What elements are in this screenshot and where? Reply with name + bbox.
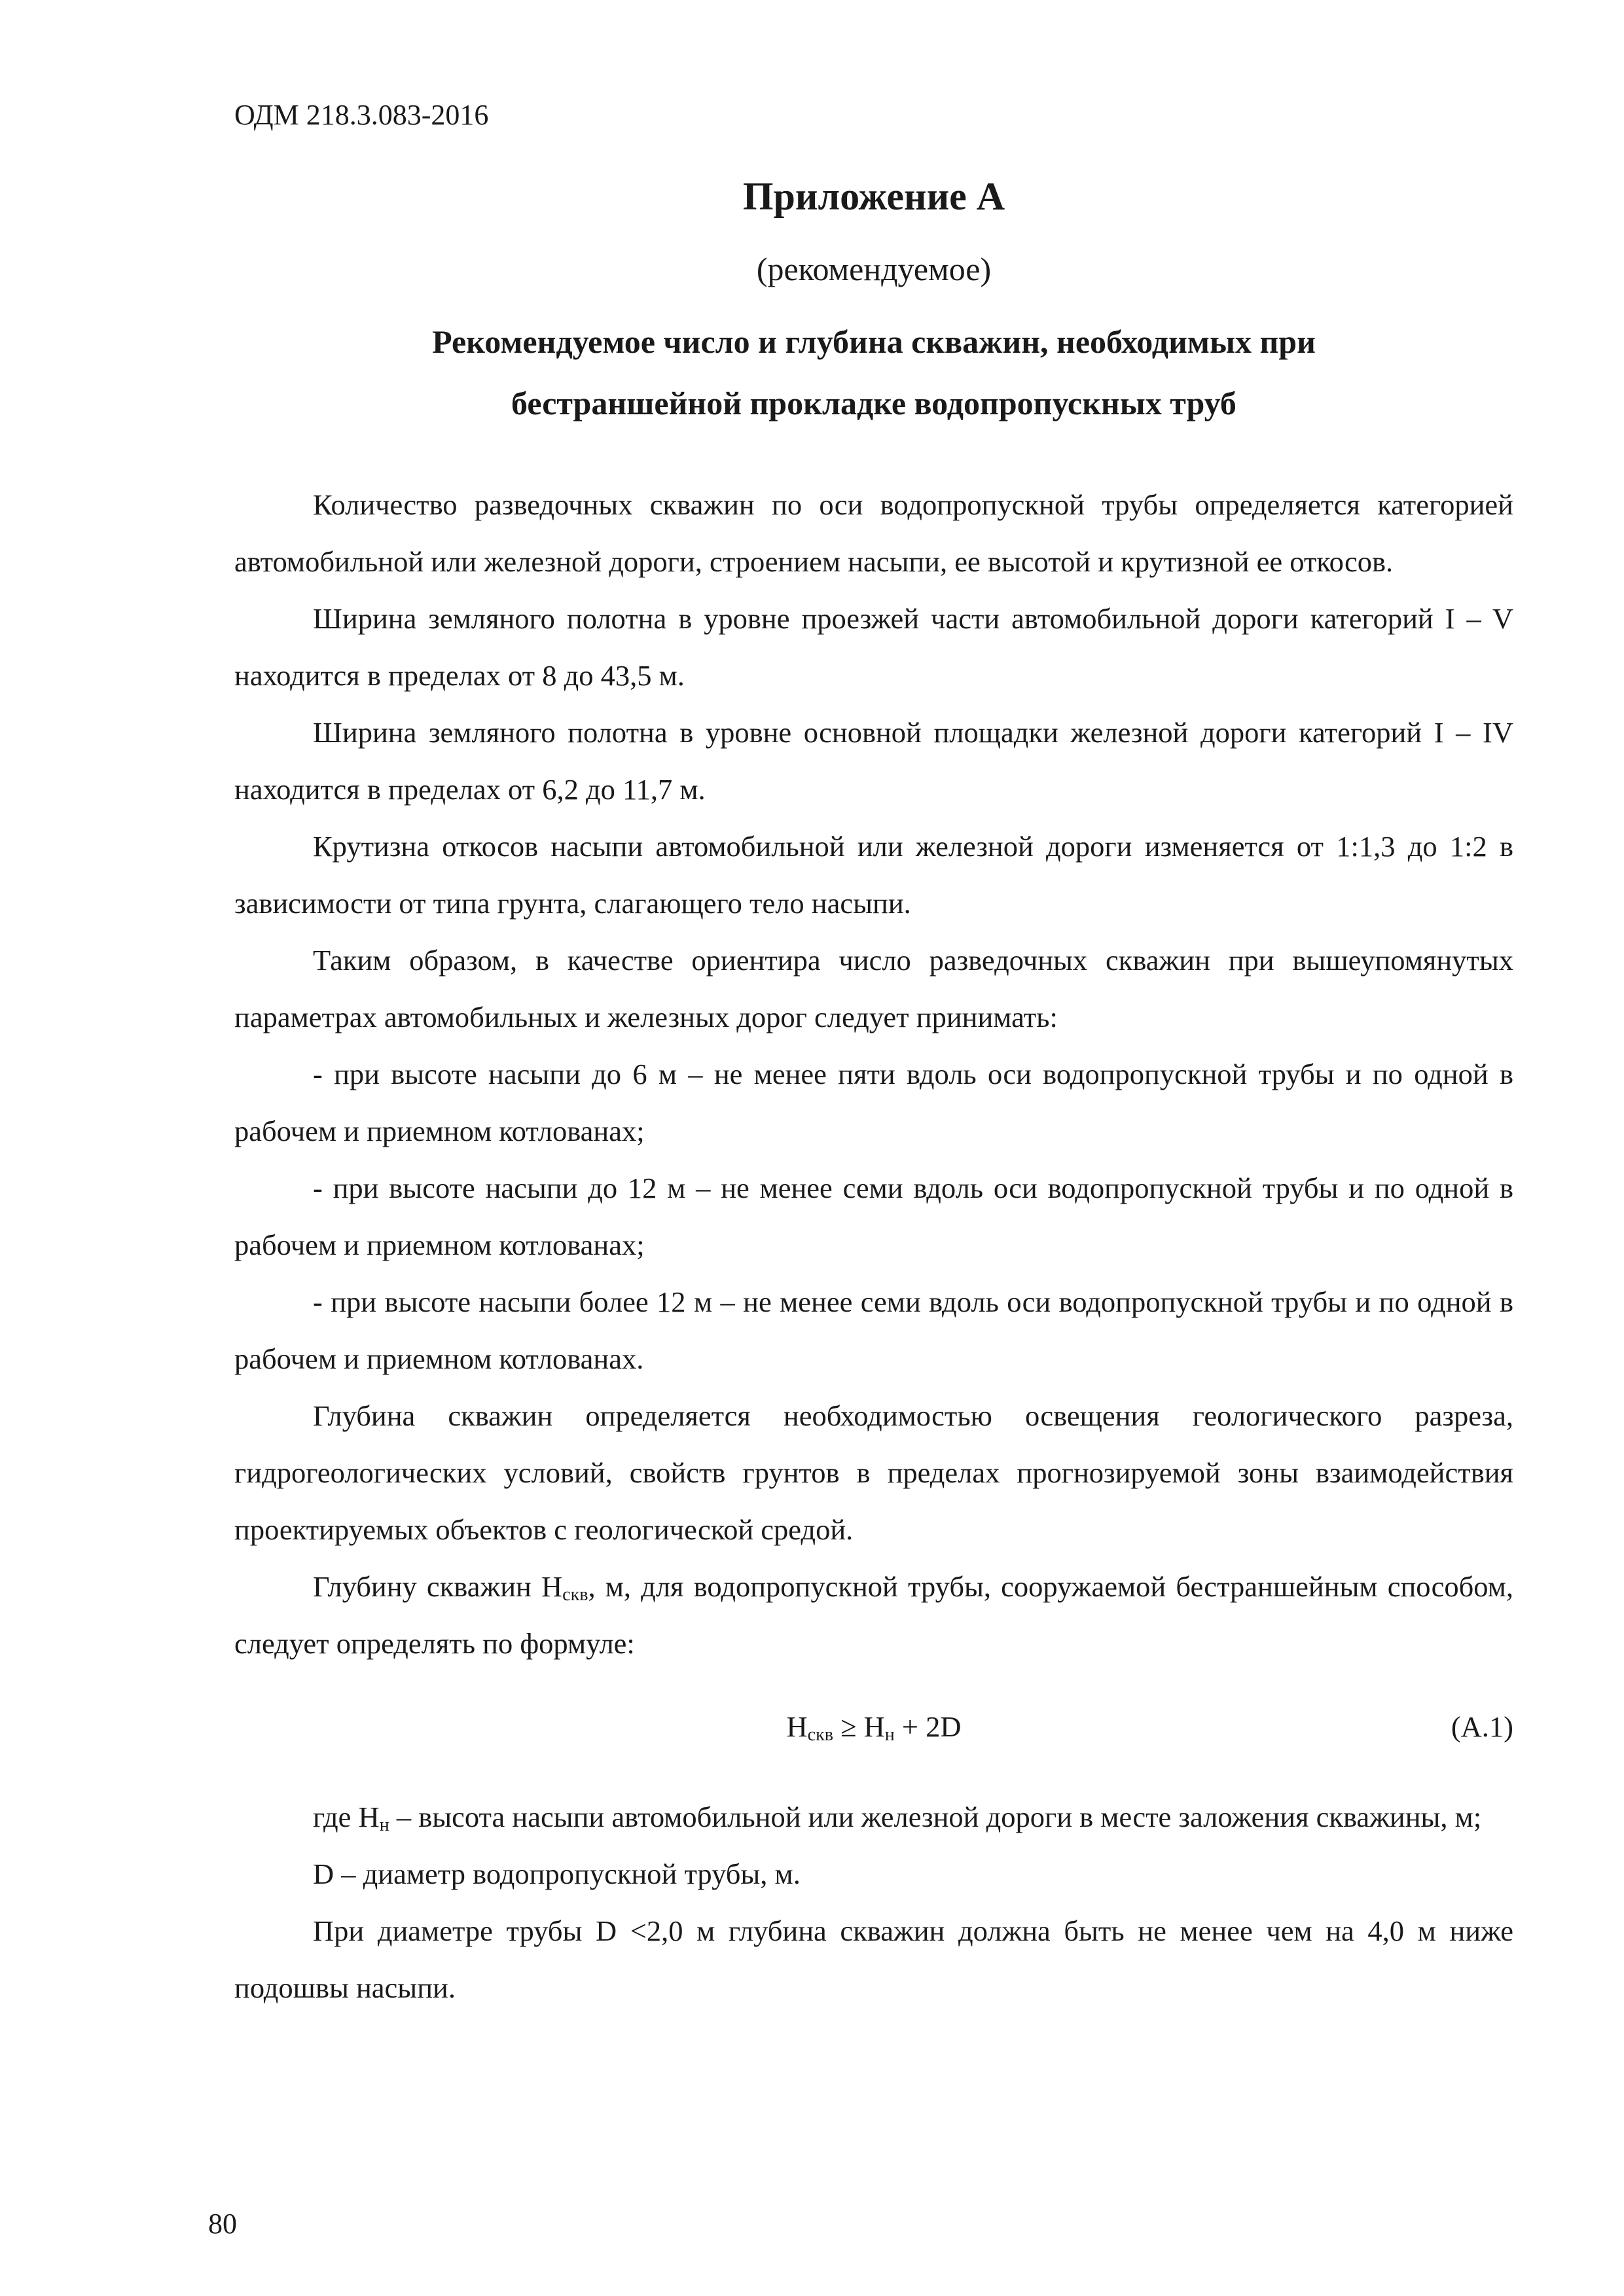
appendix-title: Приложение А bbox=[742, 175, 1005, 218]
paragraph: Ширина земляного полотна в уровне проезжей части автомобильной дороги категорий I – V находится в пределах от 8 до 43,5 м. bbox=[234, 602, 1513, 692]
where-text-after: – высота насыпи автомобильной или железной дороги в месте заложения скважины, м; bbox=[389, 1801, 1482, 1833]
formula-lhs-subscript: скв bbox=[807, 1725, 833, 1745]
paragraph: Таким образом, в качестве ориентира число разведочных скважин при вышеупомянутых параметрах автомобильных и железных дорог следует принимать: bbox=[234, 944, 1513, 1033]
where-subscript: н bbox=[379, 1815, 389, 1835]
where-text-before: где H bbox=[313, 1801, 380, 1833]
appendix-status: (рекомендуемое) bbox=[756, 251, 992, 287]
where-paragraph bbox=[234, 1789, 1513, 1846]
formula-rest: + 2D bbox=[894, 1710, 962, 1743]
paragraph: Количество разведочных скважин по оси водопропускной трубы определяется категорией автомобильной или железной дороги, строением насыпи, ее высотой и крутизной ее откосов. bbox=[234, 488, 1513, 578]
formula-number: (А.1) bbox=[1451, 1710, 1513, 1743]
paragraph: Крутизна откосов насыпи автомобильной или железной дороги изменяется от 1:1,3 до 1:2 в зависимости от типа грунта, слагающего тело насыпи. bbox=[234, 830, 1513, 920]
formula bbox=[234, 1698, 1513, 1755]
formula-lhs: H bbox=[786, 1710, 808, 1743]
paragraph: D – диаметр водопропускной трубы, м. bbox=[313, 1857, 801, 1890]
paragraph: Глубина скважин определяется необходимостью освещения геологического разреза, гидрогеологических условий, свойств грунтов в пределах прогнозируемой зоны взаимодействия проектируемых объектов с геологической средой. bbox=[234, 1399, 1513, 1546]
paragraph: Ширина земляного полотна в уровне основной площадки железной дороги категорий I – IV находится в пределах от 6,2 до 11,7 м. bbox=[234, 716, 1513, 806]
page-number: 80 bbox=[208, 2208, 237, 2240]
document-code: ОДМ 218.3.083-2016 bbox=[234, 99, 489, 131]
formula-operator: ≥ H bbox=[833, 1710, 885, 1743]
depth-text-before: Глубину скважин H bbox=[313, 1570, 563, 1603]
list-item: - при высоте насыпи более 12 м – не менее семи вдоль оси водопропускной трубы и по одной в рабочем и приемном котлованах. bbox=[234, 1285, 1513, 1375]
paragraph: При диаметре трубы D <2,0 м глубина скважин должна быть не менее чем на 4,0 м ниже подошвы насыпи. bbox=[234, 1914, 1513, 2004]
appendix-heading-line-2: бестраншейной прокладке водопропускных труб bbox=[511, 385, 1236, 422]
depth-text-after: , м, для водопропускной трубы, сооружаемой бестраншейным способом, следует определять по формуле: bbox=[234, 1570, 1513, 1660]
list-item: - при высоте насыпи до 12 м – не менее семи вдоль оси водопропускной трубы и по одной в рабочем и приемном котлованах; bbox=[234, 1172, 1513, 1261]
formula-rhs-subscript: н bbox=[884, 1725, 895, 1745]
depth-paragraph bbox=[234, 1558, 1513, 1672]
list-item: - при высоте насыпи до 6 м – не менее пяти вдоль оси водопропускной трубы и по одной в рабочем и приемном котлованах; bbox=[234, 1058, 1513, 1147]
appendix-heading-line-1: Рекомендуемое число и глубина скважин, необходимых при bbox=[432, 323, 1316, 360]
appendix-heading bbox=[234, 311, 1513, 434]
depth-subscript: скв bbox=[562, 1585, 588, 1605]
formula-row bbox=[234, 1672, 1513, 1789]
body-text bbox=[234, 476, 1513, 2017]
